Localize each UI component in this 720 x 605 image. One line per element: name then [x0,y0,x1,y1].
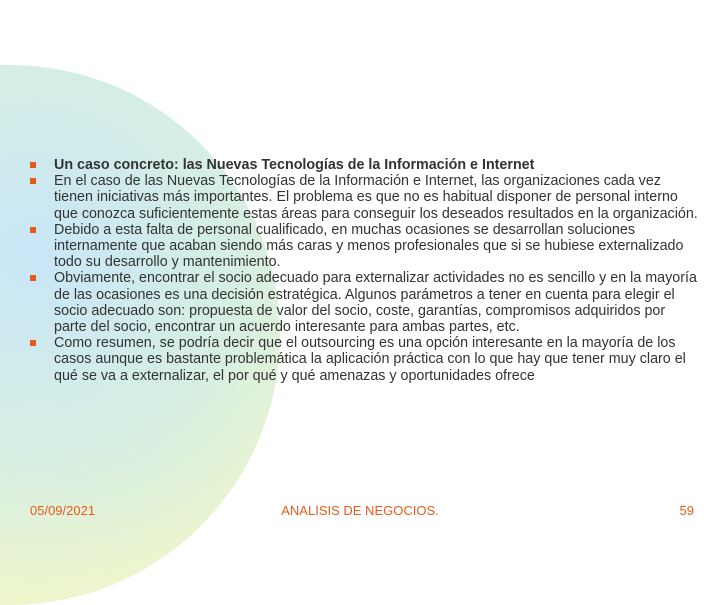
bullet-heading: Un caso concreto: las Nuevas Tecnologías de la Información e Internet [54,157,535,173]
bullet-text: En el caso de las Nuevas Tecnologías de la Información e Internet, las organizaciones cada vez tienen iniciativas más importantes. El problema es que no es habitual disponer de personal interno que conozca suficientemente estas áreas para conseguir los deseados resultados en la organización. [54,173,698,222]
page-number: 59 [679,503,694,518]
footer-date: 05/09/2021 [30,503,96,518]
bullet-item [30,157,700,173]
square-bullet-icon [30,178,36,184]
square-bullet-icon [30,340,36,346]
bullet-text: Debido a esta falta de personal cualificado, en muchas ocasiones se desarrollan soluciones internamente que acaban siendo más caras y menos profesionales que si se hubiese externalizado todo su desarrollo y mantenimiento. [54,221,684,271]
square-bullet-icon [30,275,36,281]
square-bullet-icon [30,162,36,168]
bullet-list [30,157,700,384]
bullet-item [30,335,700,384]
square-bullet-icon [30,227,36,233]
bullet-text: Obviamente, encontrar el socio adecuado para externalizar actividades no es sencillo y en la mayoría de las ocasiones es una decisión estratégica. Algunos parámetros a tener en cuenta para elegir el socio adecuado son: propuesta de valor del socio, coste, garantías, compromisos adquiridos por parte del socio, encontrar un acuerdo interesante para ambas partes, etc. [54,270,697,336]
bullet-item [30,222,700,271]
footer-title: ANALISIS DE NEGOCIOS. [281,503,439,518]
bullet-text: Como resumen, se podría decir que el outsourcing es una opción interesante en la mayoría de los casos aunque es bastante problemática la aplicación práctica con lo que hay que tener muy claro el qué se va a externalizar, el por qué y qué amenazas y oportunidades ofrece [54,335,686,384]
bullet-item [30,173,700,222]
bullet-item [30,270,700,335]
